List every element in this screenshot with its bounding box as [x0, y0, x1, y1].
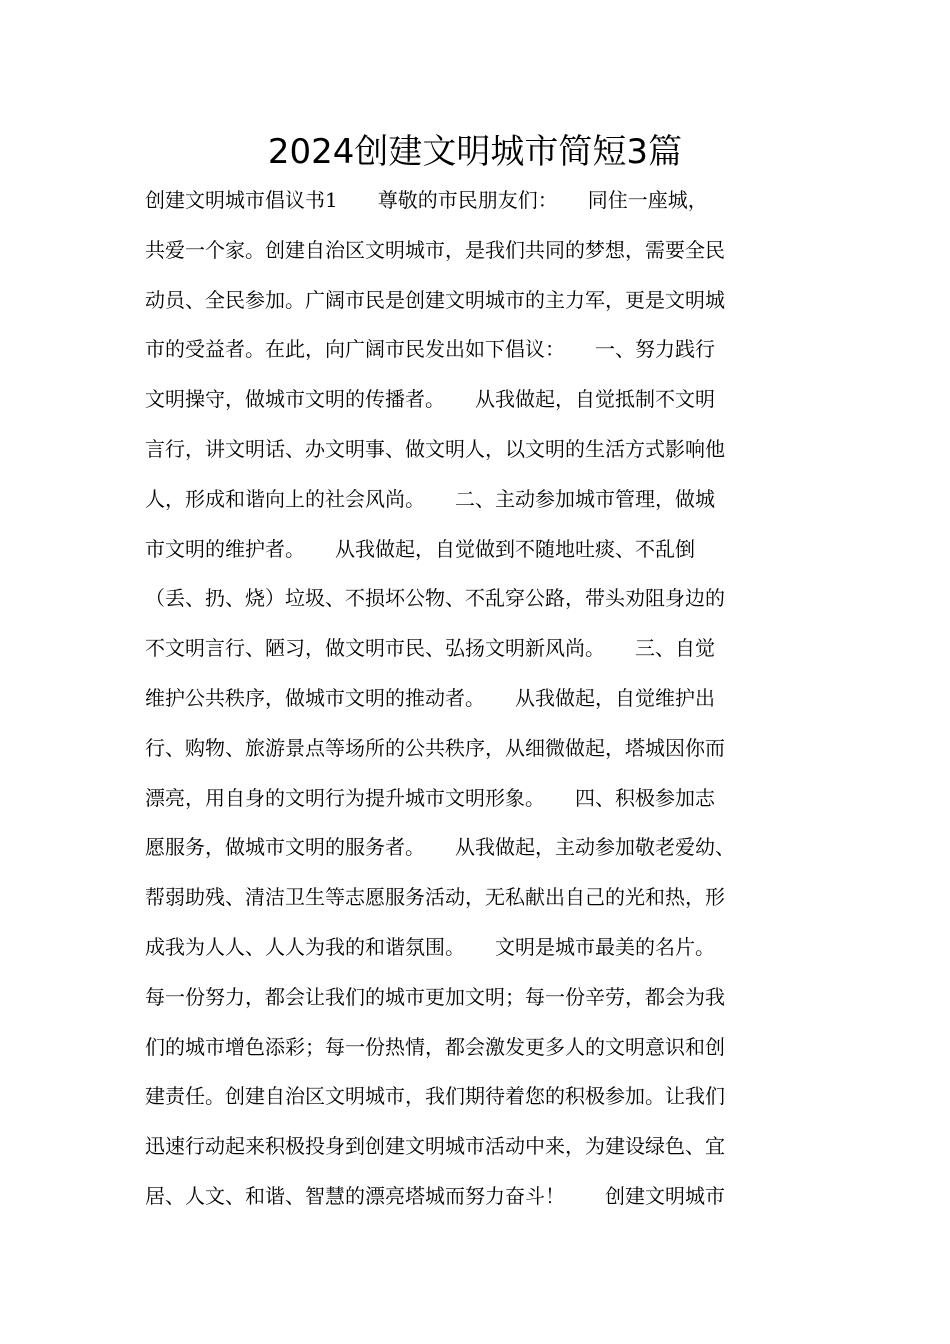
document-title: 2024创建文明城市简短3篇	[267, 132, 683, 172]
body-line: 建责任。创建自治区文明城市，我们期待着您的积极参加。让我们	[145, 1084, 725, 1109]
body-line: 文明操守，做城市文明的传播者。 从我做起，自觉抵制不文明	[145, 387, 715, 412]
body-line: 帮弱助残、清洁卫生等志愿服务活动，无私献出自己的光和热，形	[145, 885, 725, 910]
body-line: 市文明的维护者。 从我做起，自觉做到不随地吐痰、不乱倒	[145, 536, 695, 561]
body-line: （丢、扔、烧）垃圾、不损坏公物、不乱穿公路，带头劝阻身边的	[145, 586, 725, 611]
body-line: 维护公共秩序，做城市文明的推动者。 从我做起，自觉维护出	[145, 685, 715, 710]
body-line: 每一份努力，都会让我们的城市更加文明；每一份辛劳，都会为我	[145, 984, 725, 1009]
body-line: 成我为人人、人人为我的和谐氛围。 文明是城市最美的名片。	[145, 934, 715, 959]
body-line: 言行，讲文明话、办文明事、做文明人，以文明的生活方式影响他	[145, 436, 725, 461]
body-line: 创建文明城市倡议书1 尊敬的市民朋友们： 同住一座城，	[145, 188, 708, 212]
body-line: 人，形成和谐向上的社会风尚。 二、主动参加城市管理，做城	[145, 486, 715, 511]
body-line: 愿服务，做城市文明的服务者。 从我做起，主动参加敬老爱幼、	[145, 835, 735, 860]
body-line: 漂亮，用自身的文明行为提升城市文明形象。 四、积极参加志	[145, 785, 715, 810]
body-line: 不文明言行、陋习，做文明市民、弘扬文明新风尚。 三、自觉	[145, 636, 715, 661]
body-line: 行、购物、旅游景点等场所的公共秩序，从细微做起，塔城因你而	[145, 735, 725, 760]
body-line: 动员、全民参加。广阔市民是创建文明城市的主力军，更是文明城	[145, 287, 725, 312]
body-line: 们的城市增色添彩；每一份热情，都会激发更多人的文明意识和创	[145, 1034, 725, 1059]
body-line: 居、人文、和谐、智慧的漂亮塔城而努力奋斗！ 创建文明城市	[145, 1183, 725, 1208]
document-body	[145, 176, 810, 1222]
body-line: 迅速行动起来积极投身到创建文明城市活动中来，为建设绿色、宜	[145, 1134, 725, 1159]
body-line: 共爱一个家。创建自治区文明城市，是我们共同的梦想，需要全民	[145, 237, 725, 262]
body-line: 市的受益者。在此，向广阔市民发出如下倡议： 一、努力践行	[145, 337, 715, 362]
